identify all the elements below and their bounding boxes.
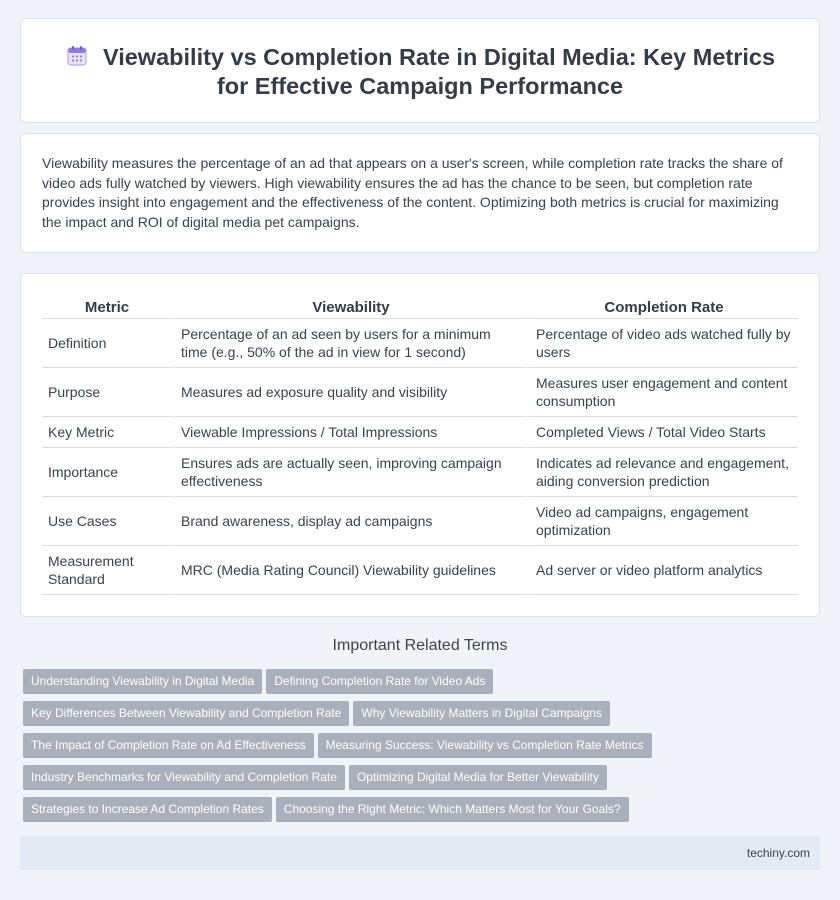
viewability-cell: Ensures ads are actually seen, improving campaign effectiveness (172, 448, 527, 497)
comparison-table-card (20, 273, 820, 617)
related-term-tag[interactable]: Understanding Viewability in Digital Media (23, 669, 262, 694)
related-term-tag[interactable]: Strategies to Increase Ad Completion Rates (23, 797, 272, 822)
completion-rate-cell: Indicates ad relevance and engagement, aiding conversion prediction (527, 448, 798, 497)
metric-cell: Importance (42, 448, 172, 497)
metric-cell: Use Cases (42, 497, 172, 546)
viewability-cell: MRC (Media Rating Council) Viewability guidelines (172, 546, 527, 595)
table-row (42, 319, 798, 368)
metric-cell: Purpose (42, 368, 172, 417)
footer (20, 836, 820, 870)
table-row (42, 497, 798, 546)
related-term-tag[interactable]: Choosing the Right Metric: Which Matters Most for Your Goals? (276, 797, 629, 822)
tag-row (23, 701, 813, 733)
table-row (42, 448, 798, 497)
related-term-tag[interactable]: Why Viewability Matters in Digital Campaigns (353, 701, 610, 726)
completion-rate-cell: Completed Views / Total Video Starts (527, 417, 798, 448)
completion-rate-cell: Percentage of video ads watched fully by users (527, 319, 798, 368)
completion-rate-cell: Measures user engagement and content consumption (527, 368, 798, 417)
intro-paragraph: Viewability measures the percentage of an ad that appears on a user's screen, while completion rate tracks the share of video ads fully watched by viewers. High viewability ensures the ad has the chance to be seen, but completion rate provides insight into engagement and the effectiveness of the content. Optimizing both metrics is crucial for maximizing the impact and ROI of digital media pet campaigns. (42, 155, 783, 230)
viewability-cell: Percentage of an ad seen by users for a minimum time (e.g., 50% of the ad in view for 1 second) (172, 319, 527, 368)
table-header-row (42, 296, 798, 319)
viewability-cell: Viewable Impressions / Total Impressions (172, 417, 527, 448)
column-header-viewability: Viewability (172, 296, 527, 319)
table-row (42, 417, 798, 448)
related-term-tag[interactable]: Optimizing Digital Media for Better Viewability (349, 765, 607, 790)
metric-cell: Measurement Standard (42, 546, 172, 595)
comparison-table (42, 296, 798, 595)
column-header-metric: Metric (42, 296, 172, 319)
related-terms-heading: Important Related Terms (332, 637, 508, 654)
viewability-cell: Brand awareness, display ad campaigns (172, 497, 527, 546)
tag-row (23, 797, 813, 829)
related-terms-list (23, 669, 813, 829)
related-term-tag[interactable]: Key Differences Between Viewability and Completion Rate (23, 701, 349, 726)
related-term-tag[interactable]: Measuring Success: Viewability vs Completion Rate Metrics (318, 733, 652, 758)
table-row (42, 546, 798, 595)
header-card (20, 18, 820, 123)
column-header-completion-rate: Completion Rate (527, 296, 798, 319)
metric-cell: Key Metric (42, 417, 172, 448)
page-title-text: Viewability vs Completion Rate in Digital Media: Key Metrics for Effective Campaign Performance (102, 44, 776, 99)
metric-cell: Definition (42, 319, 172, 368)
tag-row (23, 669, 813, 701)
page-title (61, 43, 779, 101)
tag-row (23, 733, 813, 765)
footer-site-name[interactable]: techiny.com (746, 846, 810, 860)
related-term-tag[interactable]: Industry Benchmarks for Viewability and Completion Rate (23, 765, 345, 790)
related-term-tag[interactable]: The Impact of Completion Rate on Ad Effectiveness (23, 733, 314, 758)
tag-row (23, 765, 813, 797)
related-term-tag[interactable]: Defining Completion Rate for Video Ads (266, 669, 493, 694)
viewability-cell: Measures ad exposure quality and visibility (172, 368, 527, 417)
intro-card (20, 133, 820, 253)
calendar-icon (65, 44, 89, 68)
completion-rate-cell: Video ad campaigns, engagement optimization (527, 497, 798, 546)
completion-rate-cell: Ad server or video platform analytics (527, 546, 798, 595)
table-row (42, 368, 798, 417)
